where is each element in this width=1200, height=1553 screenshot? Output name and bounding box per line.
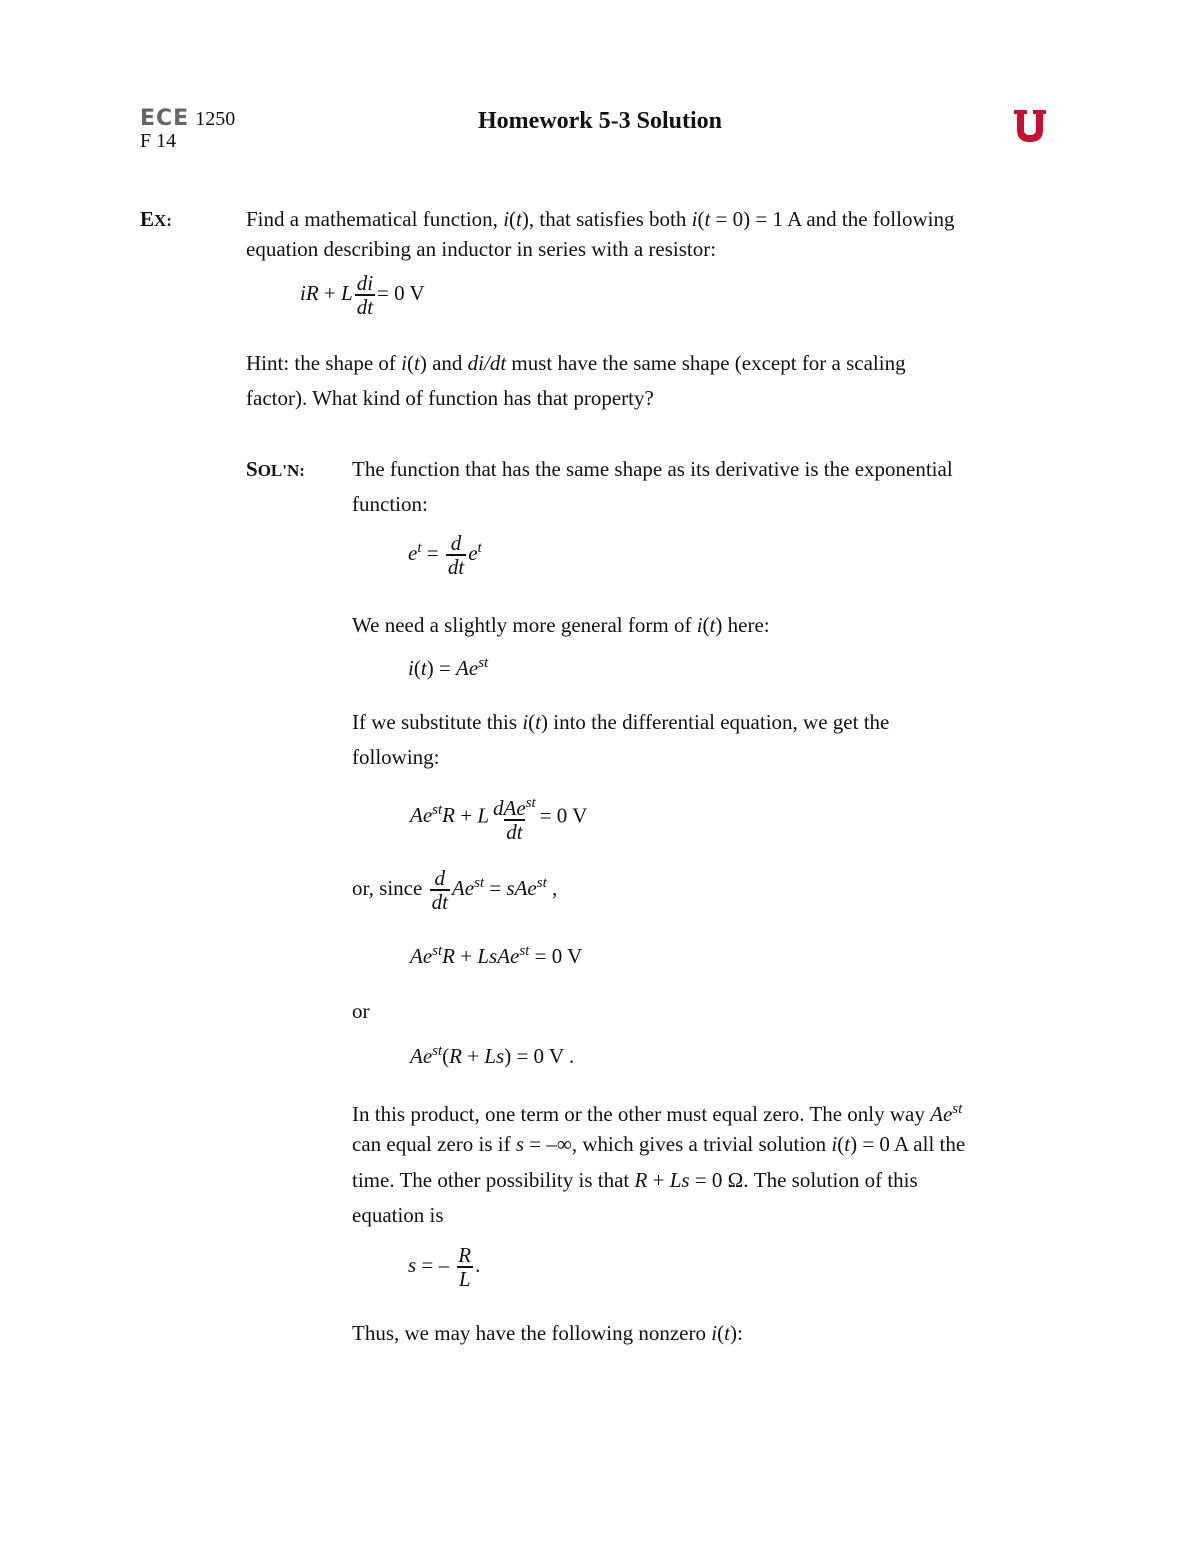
solution-p1: The function that has the same shape as its derivative is the exponential: [352, 457, 953, 481]
solution-p4-line2: can equal zero is if s = –∞, which gives a trivial solution i(t) = 0 A all the: [352, 1132, 966, 1156]
equation-simplified: $Ae^{st}R$ + LsAe$^{st}$ = 0 V: [410, 943, 583, 968]
or-since-text: or, since $\frac{d}{dt}$ $Ae^{st} = sAe^{st}$ ,: [352, 866, 558, 915]
solution-p4-line4: equation is: [352, 1203, 444, 1227]
hint-text-line2: factor). What kind of function has that property?: [246, 386, 654, 410]
solution-p2: We need a slightly more general form of i(t) here:: [352, 613, 770, 637]
term-label: F 14: [140, 130, 177, 152]
course-header: [140, 106, 235, 131]
solution-p4-line3: time. The other possibility is that R + Ls = 0 Ω. The solution of this: [352, 1168, 918, 1192]
equation-s-solution: s = – $\frac{R}{L}$ .: [408, 1243, 481, 1291]
solution-p1-line2: function:: [352, 492, 428, 516]
equation-substituted: $Ae^{st}R + L$ $\frac{dAe^{st}}{dt}$ = 0 V: [410, 795, 588, 844]
equation-general-form: $i(t) = Ae^{st}$: [408, 655, 489, 680]
solution-p3-line2: following:: [352, 745, 440, 769]
solution-p5: Thus, we may have the following nonzero i(t):: [352, 1321, 743, 1345]
solution-p3: If we substitute this i(t) into the differential equation, we get the: [352, 710, 890, 734]
university-logo: [1012, 108, 1048, 144]
solution-label: SOL'N:: [246, 457, 305, 481]
exercise-text-line2: equation describing an inductor in series with a resistor:: [246, 237, 717, 261]
equation-exponential: $e^t$ = $\frac{d}{dt}$ $e^t$: [408, 531, 482, 579]
exercise-label: EX:: [140, 207, 172, 231]
equation-factored: $Ae^{st}(R + Ls) = 0$ V .: [410, 1043, 575, 1068]
solution-p4: In this product, one term or the other must equal zero. The only way $Ae^{st}$: [352, 1101, 963, 1126]
equation-rl-circuit: iR + L $\frac{di}{dt}$ = 0 V: [300, 271, 425, 319]
or-text: or: [352, 999, 370, 1023]
page-title: Homework 5-3 Solution: [478, 108, 723, 134]
ece-logo: ECE: [140, 106, 190, 131]
course-number: 1250: [195, 108, 236, 130]
hint-text: Hint: the shape of i(t) and di/dt must have the same shape (except for a scaling: [246, 351, 906, 375]
exercise-text: Find a mathematical function, i(t), that satisfies both i(t = 0) = 1 A and the following: [246, 207, 955, 231]
